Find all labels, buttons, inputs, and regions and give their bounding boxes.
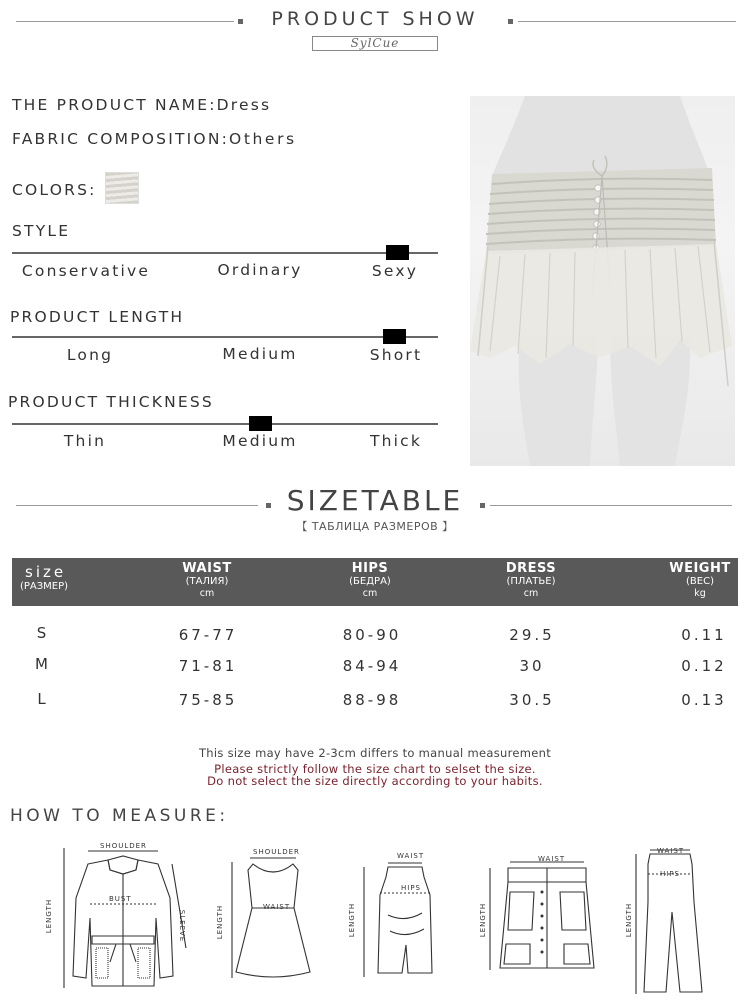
product-name-label: THE PRODUCT NAME: (12, 96, 217, 114)
length-title: PRODUCT LENGTH (10, 308, 185, 326)
jacket-shoulder-label: SHOULDER (100, 842, 147, 850)
dress-shoulder-label: SHOULDER (253, 848, 300, 856)
page-title: PRODUCT SHOW (271, 8, 479, 30)
sizetable-rule-left (16, 505, 258, 506)
weight-cell: 0.13 (681, 691, 727, 709)
brand-logo: SylCue (312, 36, 438, 51)
mini-skirt-waist-label: WAIST (538, 855, 566, 863)
dress-header-unit: cm (523, 588, 539, 599)
weight-cell: 0.11 (681, 626, 727, 644)
header-rule-right (518, 21, 736, 22)
skirt-length-label: LENGTH (348, 902, 357, 938)
sizetable-rule-right (490, 505, 732, 506)
dress-diagram (228, 850, 318, 985)
weight-column-header (660, 561, 740, 599)
size-cell: L (37, 690, 49, 708)
waist-cell: 75-85 (178, 691, 238, 709)
warning-note-1: Please strictly follow the size chart to selset the size. (214, 762, 536, 776)
style-option-conservative: Conservative (21, 262, 151, 280)
color-swatch[interactable] (105, 172, 139, 204)
skirt-hips-label: HIPS (401, 884, 421, 892)
fabric-row (12, 130, 297, 148)
dress-cell: 29.5 (509, 626, 555, 644)
size-cell: S (36, 624, 50, 642)
dress-cell: 30.5 (509, 691, 555, 709)
size-header-ru: (РАЗМЕР) (20, 581, 69, 592)
hips-column-header (320, 561, 420, 599)
waist-column-header (157, 561, 257, 599)
weight-cell: 0.12 (681, 657, 727, 675)
mini-skirt-length-label: LENGTH (479, 902, 488, 938)
skirt-waist-label: WAIST (397, 852, 425, 860)
style-scale-line (12, 252, 438, 254)
warning-note-2: Do not select the size directly according to your habits. (207, 774, 543, 788)
waist-header-ru: (ТАЛИЯ) (185, 576, 229, 587)
hips-cell: 80-90 (342, 626, 402, 644)
length-scale-line (12, 336, 438, 338)
header-dot-right (508, 19, 513, 24)
colors-label: COLORS: (12, 181, 97, 199)
dress-waist-label: WAIST (263, 903, 291, 911)
sizetable-title: SIZETABLE (286, 484, 464, 517)
dress-length-label: LENGTH (216, 904, 225, 940)
pants-length-label: LENGTH (625, 902, 634, 938)
thickness-option-medium: Medium (222, 432, 298, 450)
thickness-option-thin: Thin (63, 432, 107, 450)
waist-header-label: WAIST (182, 561, 232, 576)
sizetable-dot-right (480, 503, 485, 508)
weight-header-label: WEIGHT (669, 561, 731, 576)
hips-header-ru: (БЕДРА) (349, 576, 391, 587)
fabric-label: FABRIC COMPOSITION: (12, 130, 230, 148)
jacket-sleeve-label: SLEEVE (178, 909, 187, 943)
waist-header-unit: cm (199, 588, 215, 599)
how-to-measure-title: HOW TO MEASURE: (10, 806, 229, 826)
jacket-length-label: LENGTH (45, 898, 54, 934)
thickness-option-thick: Thick (369, 432, 423, 450)
fabric-value: Others (229, 130, 297, 148)
length-option-long: Long (66, 346, 114, 364)
mini-skirt-diagram (482, 852, 612, 977)
product-photo (470, 96, 735, 466)
hips-cell: 88-98 (342, 691, 402, 709)
hips-cell: 84-94 (342, 657, 402, 675)
hips-header-label: HIPS (351, 561, 389, 576)
dress-header-ru: (ПЛАТЬЕ) (506, 576, 556, 587)
length-option-medium: Medium (222, 345, 298, 363)
waist-cell: 71-81 (178, 657, 238, 675)
pencil-skirt-diagram (360, 855, 450, 985)
weight-header-unit: kg (694, 588, 706, 599)
size-header-label: size (25, 563, 67, 581)
waist-cell: 67-77 (178, 626, 238, 644)
style-option-sexy: Sexy (371, 262, 419, 280)
style-scale-marker (386, 245, 409, 260)
size-table-header (12, 558, 738, 606)
skirt-illustration (470, 96, 735, 466)
pants-waist-label: WAIST (657, 847, 685, 855)
jacket-bust-label: BUST (109, 895, 132, 903)
pants-diagram (630, 842, 710, 997)
pants-hips-label: HIPS (660, 870, 680, 878)
style-option-ordinary: Ordinary (217, 261, 303, 279)
header-rule-left (16, 21, 234, 22)
dress-header-label: DRESS (505, 561, 557, 576)
style-title: STYLE (12, 222, 71, 240)
size-column-header (20, 563, 68, 592)
dress-column-header (481, 561, 581, 599)
product-name-value: Dress (216, 96, 272, 114)
sizetable-dot-left (266, 503, 271, 508)
length-option-short: Short (369, 346, 423, 364)
weight-header-ru: (ВЕС) (686, 576, 714, 587)
sizetable-subtitle: 【 ТАБЛИЦА РАЗМЕРОВ 】 (296, 520, 454, 533)
product-name-row (12, 96, 271, 114)
thickness-scale-line (12, 423, 438, 425)
size-cell: M (35, 655, 51, 673)
length-scale-marker (383, 329, 406, 344)
hips-header-unit: cm (362, 588, 378, 599)
thickness-title: PRODUCT THICKNESS (8, 393, 214, 411)
measurement-note: This size may have 2-3cm differs to manual measurement (198, 746, 552, 760)
jacket-diagram (48, 838, 198, 993)
thickness-scale-marker (249, 416, 272, 431)
dress-cell: 30 (519, 657, 545, 675)
